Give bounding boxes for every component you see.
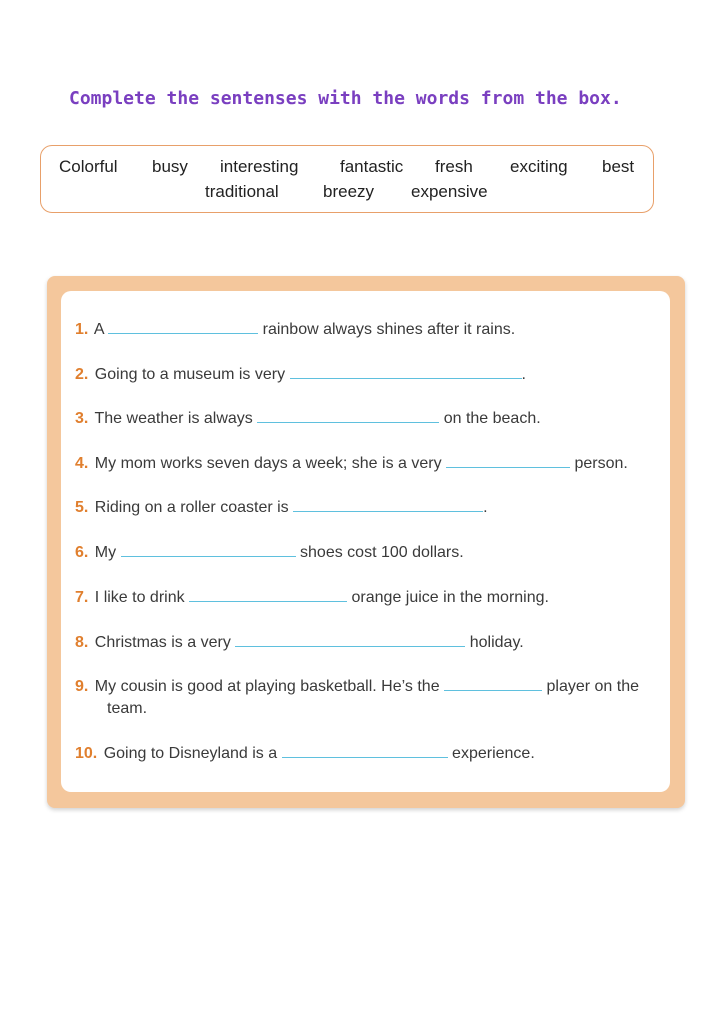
item-number: 2. — [75, 366, 89, 383]
exercise-card — [61, 291, 670, 792]
answer-blank[interactable] — [444, 689, 542, 691]
exercise-item — [75, 410, 541, 428]
answer-blank[interactable] — [121, 555, 296, 557]
item-text-after: rainbow always shines after it rains. — [262, 321, 516, 338]
item-number: 10. — [75, 745, 98, 762]
instructions-title: Complete the sentenses with the words from the box. — [69, 88, 622, 109]
exercise-item — [75, 499, 488, 517]
answer-blank[interactable] — [235, 645, 465, 647]
word-bank-item: fresh — [435, 157, 473, 176]
item-text-after: on the beach. — [443, 410, 541, 427]
item-text-before: A — [93, 321, 104, 338]
word-bank-item: busy — [152, 157, 188, 176]
word-bank-item: best — [602, 157, 635, 176]
item-text-after: player on the — [546, 678, 640, 695]
item-text-before: My — [94, 544, 117, 561]
exercise-item — [75, 634, 524, 652]
item-number: 3. — [75, 410, 89, 427]
item-number: 7. — [75, 589, 89, 606]
item-number: 4. — [75, 455, 89, 472]
word-bank-box — [40, 145, 654, 213]
word-bank-item: fantastic — [340, 157, 404, 176]
word-bank-item: interesting — [220, 157, 299, 176]
answer-blank[interactable] — [257, 421, 439, 423]
item-number: 1. — [75, 321, 89, 338]
item-number: 6. — [75, 544, 89, 561]
item-text-after: orange juice in the morning. — [351, 589, 549, 606]
item-text-before: The weather is always — [94, 410, 253, 427]
exercise-item — [75, 321, 515, 339]
item-text-before: Going to a museum is very — [94, 366, 286, 383]
item-text-before: Riding on a roller coaster is — [94, 499, 289, 516]
answer-blank[interactable] — [290, 377, 522, 379]
exercise-panel — [47, 276, 685, 808]
item-text-after: holiday. — [469, 634, 524, 651]
answer-blank[interactable] — [108, 332, 258, 334]
item-text-continuation: team. — [107, 700, 148, 717]
item-text-after: person. — [574, 455, 628, 472]
item-text-before: I like to drink — [94, 589, 185, 606]
exercise-item — [75, 366, 526, 384]
answer-blank[interactable] — [282, 756, 448, 758]
item-text-after: shoes cost 100 dollars. — [300, 544, 464, 561]
item-text-before: Going to Disneyland is a — [103, 745, 278, 762]
word-bank-item: expensive — [411, 182, 488, 201]
exercise-item — [75, 745, 535, 763]
exercise-item — [75, 455, 628, 473]
word-bank-item: Colorful — [59, 157, 118, 176]
word-bank-item: traditional — [205, 182, 279, 201]
item-text-after: experience. — [452, 745, 535, 762]
item-text-after: . — [521, 366, 526, 383]
answer-blank[interactable] — [446, 466, 570, 468]
exercise-item — [75, 678, 640, 717]
item-number: 5. — [75, 499, 89, 516]
item-text-before: My mom works seven days a week; she is a very — [94, 455, 442, 472]
word-bank-item: exciting — [510, 157, 568, 176]
item-text-before: My cousin is good at playing basketball. He’s the — [94, 678, 440, 695]
answer-blank[interactable] — [293, 510, 483, 512]
item-text-before: Christmas is a very — [94, 634, 231, 651]
item-number: 9. — [75, 678, 89, 695]
exercise-item — [75, 589, 549, 607]
exercise-item — [75, 544, 464, 562]
item-number: 8. — [75, 634, 89, 651]
item-text-after: . — [483, 499, 488, 516]
word-bank-item: breezy — [323, 182, 375, 201]
answer-blank[interactable] — [189, 600, 347, 602]
